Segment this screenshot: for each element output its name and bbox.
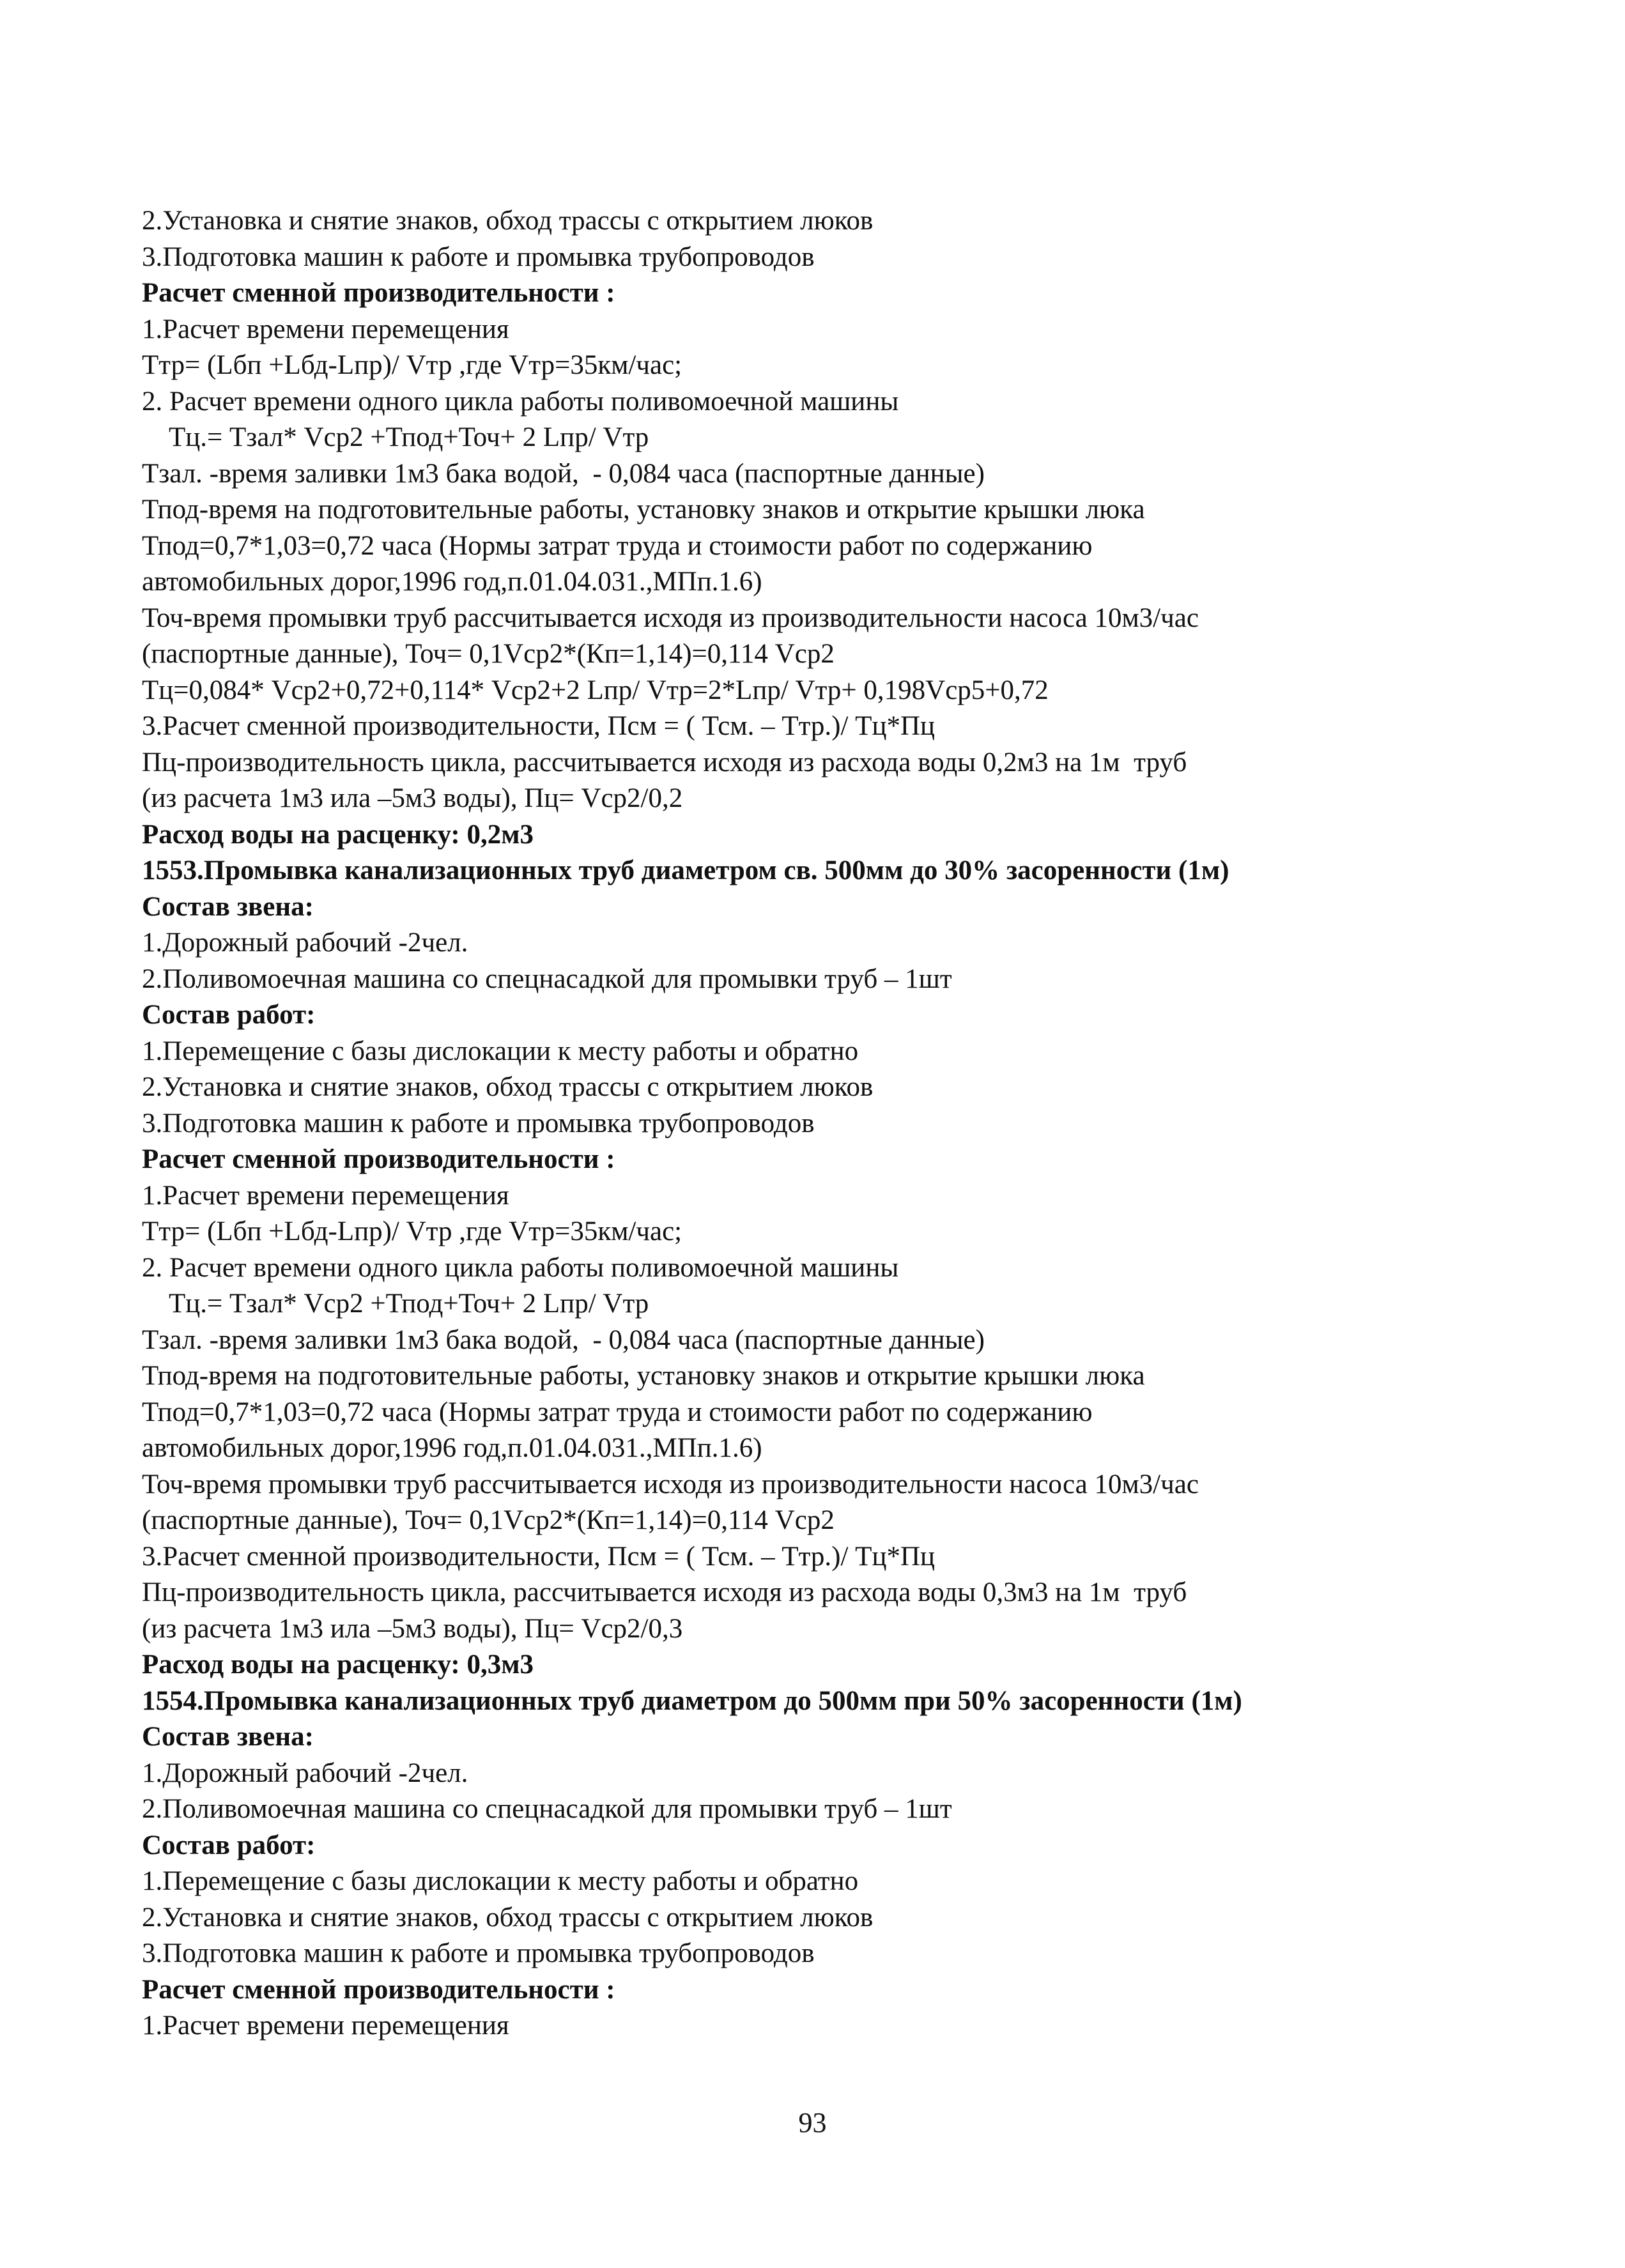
text-line: 3.Подготовка машин к работе и промывка трубопроводов xyxy=(142,1108,815,1138)
text-line: 3.Подготовка машин к работе и промывка трубопроводов xyxy=(142,1938,815,1968)
text-line: Тзал. -время заливки 1м3 бака водой, - 0,084 часа (паспортные данные) xyxy=(142,1324,985,1355)
text-line: 1.Перемещение с базы дислокации к месту работы и обратно xyxy=(142,1866,859,1896)
text-line: 3.Расчет сменной производительности, Псм = ( Тсм. – Ттр.)/ Тц*Пц xyxy=(142,711,936,741)
text-line: Тзал. -время заливки 1м3 бака водой, - 0,084 часа (паспортные данные) xyxy=(142,458,985,489)
section-heading: Расчет сменной производительности : xyxy=(142,1974,615,2005)
text-line: (из расчета 1м3 ила –5м3 воды), Пц= Vср2/0,2 xyxy=(142,783,683,813)
section-heading: Состав звена: xyxy=(142,891,314,922)
text-line: автомобильных дорог,1996 год,п.01.04.031.,МПп.1.6) xyxy=(142,1433,762,1463)
text-line: 2.Установка и снятие знаков, обход трассы с открытием люков xyxy=(142,1072,874,1102)
section-heading: Состав работ: xyxy=(142,1000,316,1030)
text-line: 1.Дорожный рабочий -2чел. xyxy=(142,1758,468,1788)
text-line: Тц.= Тзал* Vср2 +Тпод+Точ+ 2 Lпр/ Vтр xyxy=(169,422,649,452)
text-line: 1.Расчет времени перемещения xyxy=(142,1180,509,1211)
text-line: 3.Расчет сменной производительности, Псм = ( Тсм. – Ттр.)/ Тц*Пц xyxy=(142,1541,936,1572)
text-line: Пц-производительность цикла, рассчитывается исходя из расхода воды 0,3м3 на 1м труб xyxy=(142,1577,1187,1607)
section-heading: Состав работ: xyxy=(142,1830,316,1860)
text-line: автомобильных дорог,1996 год,п.01.04.031.,МПп.1.6) xyxy=(142,567,762,597)
text-line: 2.Установка и снятие знаков, обход трассы с открытием люков xyxy=(142,1902,874,1933)
text-line: 1.Перемещение с базы дислокации к месту работы и обратно xyxy=(142,1036,859,1066)
text-line: 2.Установка и снятие знаков, обход трассы с открытием люков xyxy=(142,206,874,236)
section-heading: 1554.Промывка канализационных труб диаметром до 500мм при 50% засоренности (1м) xyxy=(142,1685,1242,1716)
section-heading: 1553.Промывка канализационных труб диаметром св. 500мм до 30% засоренности (1м) xyxy=(142,855,1229,885)
text-line: (из расчета 1м3 ила –5м3 воды), Пц= Vср2/0,3 xyxy=(142,1613,683,1644)
text-line: Тпод-время на подготовительные работы, установку знаков и открытие крышки люка xyxy=(142,494,1145,525)
text-line: Точ-время промывки труб рассчитывается исходя из производительности насоса 10м3/час xyxy=(142,1469,1199,1499)
text-line: 1.Дорожный рабочий -2чел. xyxy=(142,928,468,958)
text-line: 3.Подготовка машин к работе и промывка трубопроводов xyxy=(142,241,815,272)
text-line: Ттр= (Lбп +Lбд-Lпр)/ Vтр ,где Vтр=35км/час; xyxy=(142,1216,682,1246)
section-heading: Расчет сменной производительности : xyxy=(142,1144,615,1174)
text-line: 2.Поливомоечная машина со спецнасадкой для промывки труб – 1шт xyxy=(142,1794,952,1824)
text-line: 1.Расчет времени перемещения xyxy=(142,2011,509,2041)
text-line: 2. Расчет времени одного цикла работы поливомоечной машины xyxy=(142,1252,899,1283)
text-line: Тц.= Тзал* Vср2 +Тпод+Точ+ 2 Lпр/ Vтр xyxy=(169,1289,649,1319)
text-line: Пц-производительность цикла, рассчитывается исходя из расхода воды 0,2м3 на 1м труб xyxy=(142,747,1187,778)
section-heading: Расчет сменной производительности : xyxy=(142,278,615,308)
page-number: 93 xyxy=(798,2107,827,2138)
text-line: Тц=0,084* Vср2+0,72+0,114* Vср2+2 Lпр/ Vтр=2*Lпр/ Vтр+ 0,198Vср5+0,72 xyxy=(142,675,1049,705)
text-line: Тпод-время на подготовительные работы, установку знаков и открытие крышки люка xyxy=(142,1361,1145,1391)
section-heading: Состав звена: xyxy=(142,1722,314,1752)
section-heading: Расход воды на расценку: 0,2м3 xyxy=(142,819,534,850)
text-line: Тпод=0,7*1,03=0,72 часа (Нормы затрат труда и стоимости работ по содержанию xyxy=(142,1397,1093,1427)
text-line: (паспортные данные), Точ= 0,1Vср2*(Кп=1,14)=0,114 Vср2 xyxy=(142,1505,835,1535)
document-body xyxy=(142,203,1509,2044)
text-line: Точ-время промывки труб рассчитывается исходя из производительности насоса 10м3/час xyxy=(142,602,1199,633)
text-line: 1.Расчет времени перемещения xyxy=(142,314,509,344)
text-line: 2.Поливомоечная машина со спецнасадкой для промывки труб – 1шт xyxy=(142,963,952,994)
text-line: 2. Расчет времени одного цикла работы поливомоечной машины xyxy=(142,386,899,417)
section-heading: Расход воды на расценку: 0,3м3 xyxy=(142,1650,534,1680)
text-line: (паспортные данные), Точ= 0,1Vср2*(Кп=1,14)=0,114 Vср2 xyxy=(142,639,835,669)
text-line: Ттр= (Lбп +Lбд-Lпр)/ Vтр ,где Vтр=35км/час; xyxy=(142,350,682,380)
text-line: Тпод=0,7*1,03=0,72 часа (Нормы затрат труда и стоимости работ по содержанию xyxy=(142,530,1093,561)
